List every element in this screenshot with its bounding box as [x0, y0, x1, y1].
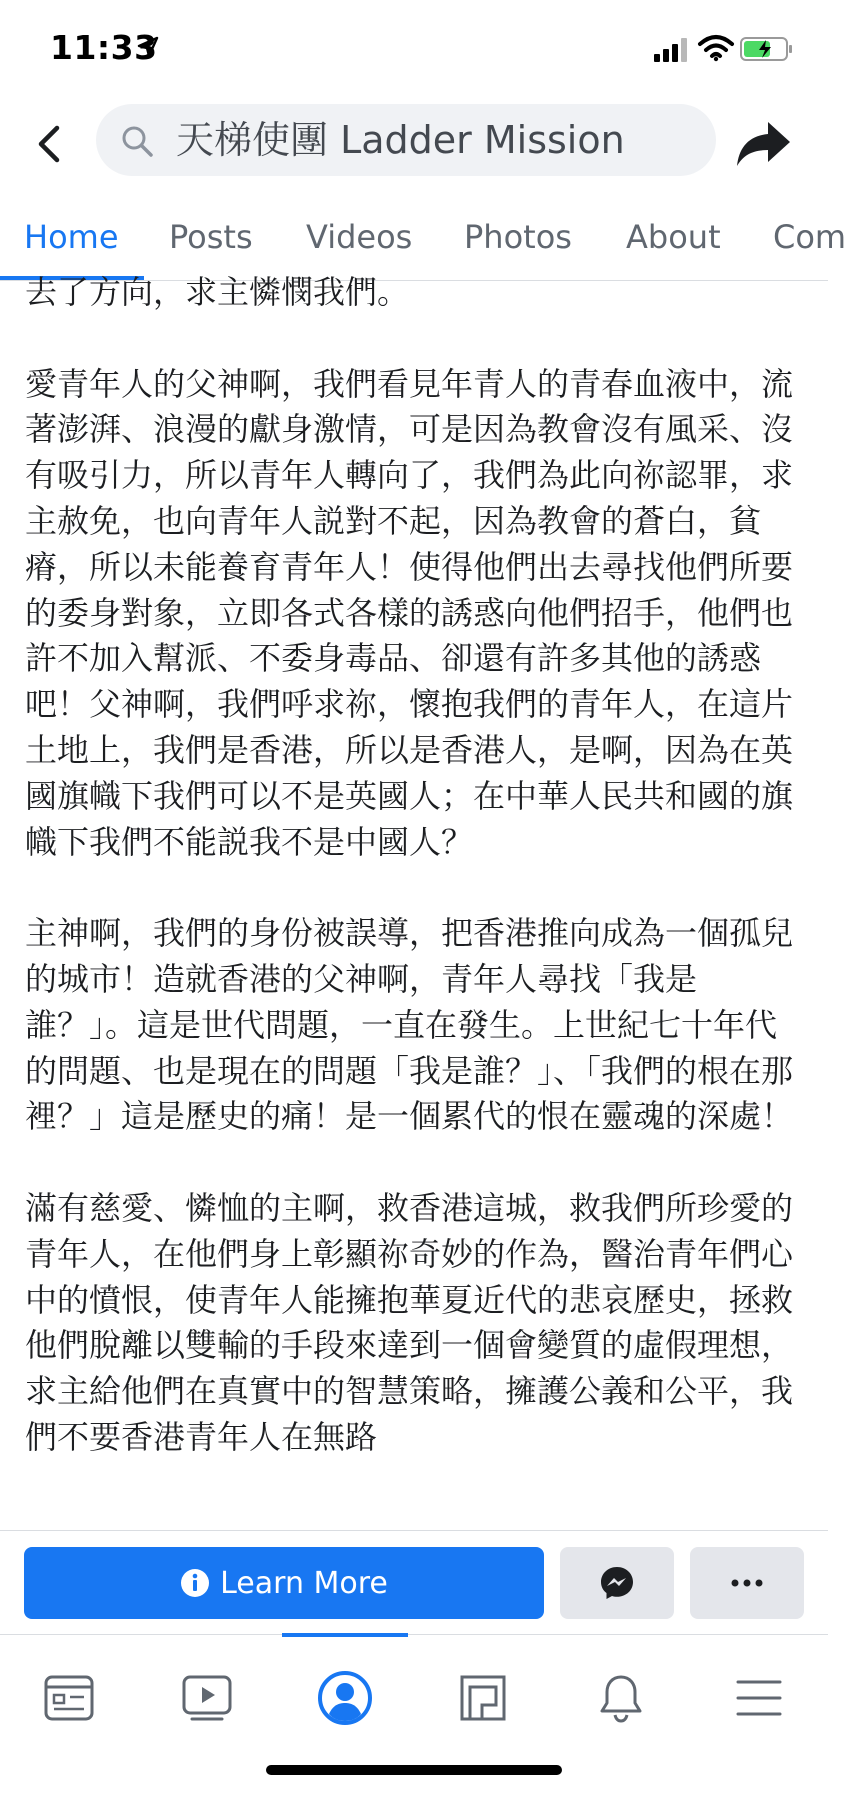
post-paragraph: 去了方向，求主憐憫我們。	[25, 273, 410, 311]
nav-profile[interactable]	[285, 1655, 405, 1741]
tab-posts[interactable]: Posts	[169, 218, 253, 256]
nav-news-feed[interactable]	[9, 1655, 129, 1741]
messenger-icon	[599, 1565, 635, 1601]
tab-videos[interactable]: Videos	[306, 218, 413, 256]
profile-icon	[317, 1670, 373, 1726]
learn-more-button[interactable]	[24, 1547, 544, 1619]
post-paragraph: 愛青年人的父神啊，我們看見年青人的青春血液中，流著澎湃、浪漫的獻身激情，可是因為教會沒有風采、沒有吸引力，所以青年人轉向了，我們為此向祢認罪，求主赦免，也向青年人説對不起，因為教會的蒼白，貧瘠，所以未能養育青年人！使得他們出去尋找他們所要的委身對象，立即各式各樣的誘惑向他們招手，他們也許不加入幫派、不委身毒品、卻還有許多其他的誘惑吧！父神啊，我們呼求祢，懷抱我們的青年人，在這片土地上，我們是香港，所以是香港人，是啊，因為在英國旗幟下我們可以不是英國人；在中華人民共和國的旗幟下我們不能説我不是中國人？	[25, 364, 794, 861]
tab-community[interactable]: Com	[773, 218, 846, 256]
post-paragraph: 滿有慈愛、憐恤的主啊，救香港這城，救我們所珍愛的青年人，在他們身上彰顯祢奇妙的作為，醫治青年們心中的憤恨，使青年人能擁抱華夏近代的悲哀歷史，拯救他們脫離以雙輸的手段來達到一個會變質的虛假理想，求主給他們在真實中的智慧策略，擁護公義和公平，我們不要香港青年人在無路	[25, 1188, 794, 1456]
news-feed-icon	[44, 1675, 94, 1721]
page-action-bar	[0, 1530, 828, 1635]
back-chevron-icon	[35, 124, 61, 164]
bottom-navigation	[0, 1634, 828, 1793]
tab-about[interactable]: About	[626, 218, 721, 256]
signal-icon	[654, 38, 690, 62]
nav-watch[interactable]	[147, 1655, 267, 1741]
search-bar[interactable]	[96, 104, 716, 176]
wifi-icon	[698, 34, 734, 62]
battery-charging-icon	[740, 36, 794, 62]
pages-icon	[460, 1675, 506, 1721]
search-icon	[120, 124, 154, 158]
active-nav-indicator	[282, 1633, 408, 1637]
nav-pages[interactable]	[423, 1655, 543, 1741]
status-time: 11:33	[50, 28, 158, 67]
page-tabs	[0, 192, 846, 281]
share-arrow-icon	[734, 114, 794, 174]
back-button[interactable]	[26, 116, 70, 172]
info-icon	[180, 1568, 210, 1598]
tab-home[interactable]: Home	[24, 218, 119, 256]
share-button[interactable]	[734, 114, 794, 174]
page-header	[0, 96, 828, 193]
menu-icon	[736, 1678, 782, 1718]
nav-notifications[interactable]	[561, 1655, 681, 1741]
learn-more-label: Learn More	[220, 1565, 388, 1601]
search-query: 天梯使團 Ladder Mission	[176, 118, 625, 162]
more-dots-icon	[727, 1578, 767, 1588]
nav-menu[interactable]	[699, 1655, 819, 1741]
status-bar	[0, 0, 828, 96]
home-indicator	[266, 1765, 562, 1775]
watch-video-icon	[182, 1675, 232, 1721]
post-paragraph: 主神啊，我們的身份被誤導，把香港推向成為一個孤兒的城市！造就香港的父神啊，青年人尋找「我是誰？」。這是世代問題，一直在發生。上世紀七十年代的問題、也是現在的問題「我是誰？」、「我們的根在那裡？」這是歷史的痛！是一個累代的恨在靈魂的深處！	[25, 914, 794, 1136]
post-content[interactable]	[0, 273, 828, 1531]
more-options-button[interactable]	[690, 1547, 804, 1619]
location-arrow-icon	[137, 36, 159, 58]
message-button[interactable]	[560, 1547, 674, 1619]
bell-icon	[598, 1673, 644, 1723]
tab-photos[interactable]: Photos	[464, 218, 572, 256]
